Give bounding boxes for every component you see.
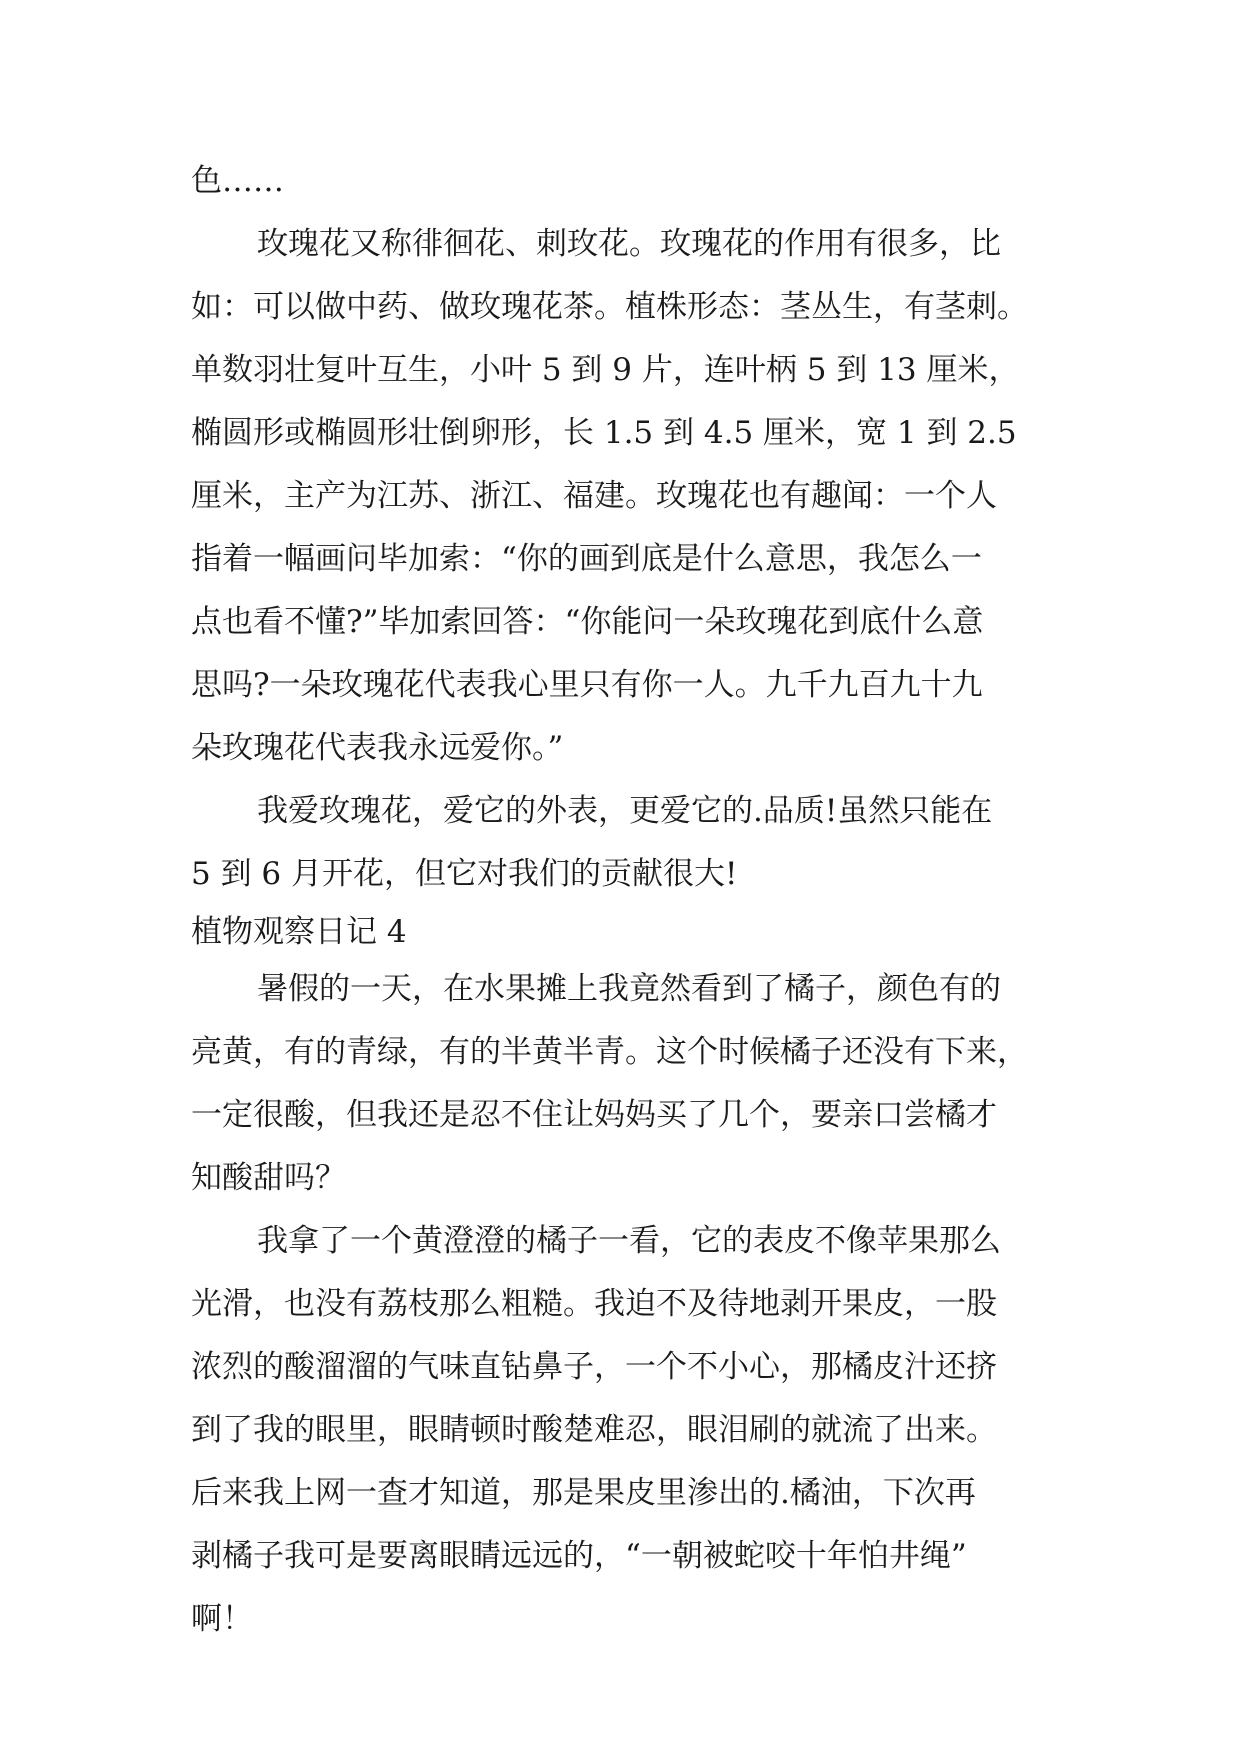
text-line: 后来我上网一查才知道，那是果皮里渗出的.橘油，下次再 — [191, 1475, 976, 1511]
text-line: 啊！ — [191, 1601, 253, 1637]
text-line: 亮黄，有的青绿，有的半黄半青。这个时候橘子还没有下来， — [191, 1034, 1028, 1070]
paragraph-start-line: 我爱玫瑰花，爱它的外表，更爱它的.品质!虽然只能在 — [257, 793, 993, 829]
text-line: 单数羽壮复叶互生，小叶 5 到 9 片，连叶柄 5 到 13 厘米， — [191, 352, 1020, 388]
text-line: 光滑，也没有荔枝那么粗糙。我迫不及待地剥开果皮，一股 — [191, 1286, 997, 1322]
text-line: 知酸甜吗？ — [191, 1160, 346, 1196]
text-line: 厘米，主产为江苏、浙江、福建。玫瑰花也有趣闻：一个人 — [191, 478, 997, 514]
text-line: 椭圆形或椭圆形壮倒卵形，长 1.5 到 4.5 厘米，宽 1 到 2.5 — [191, 415, 1017, 451]
paragraph-start-line: 玫瑰花又称徘徊花、刺玫花。玫瑰花的作用有很多，比 — [257, 226, 1001, 262]
text-line: 思吗?一朵玫瑰花代表我心里只有你一人。九千九百九十九 — [191, 667, 983, 703]
text-line: 如：可以做中药、做玫瑰花茶。植株形态：茎丛生，有茎刺。 — [191, 289, 1028, 325]
text-line: 朵玫瑰花代表我永远爱你。” — [191, 730, 564, 766]
paragraph-start-line: 我拿了一个黄澄澄的橘子一看，它的表皮不像苹果那么 — [257, 1223, 1001, 1259]
text-line: 色…… — [191, 163, 284, 199]
text-line: 到了我的眼里，眼睛顿时酸楚难忍，眼泪刷的就流了出来。 — [191, 1412, 997, 1448]
text-line: 指着一幅画问毕加索：“你的画到底是什么意思，我怎么一 — [191, 541, 982, 577]
text-line: 剥橘子我可是要离眼睛远远的，“一朝被蛇咬十年怕井绳” — [191, 1538, 967, 1574]
document-body — [191, 150, 1061, 1651]
section-title: 植物观察日记 4 — [191, 914, 407, 950]
text-line: 浓烈的酸溜溜的气味直钻鼻子，一个不小心，那橘皮汁还挤 — [191, 1349, 997, 1385]
text-line: 5 到 6 月开花，但它对我们的贡献很大! — [191, 856, 738, 892]
paragraph-start-line: 暑假的一天，在水果摊上我竟然看到了橘子，颜色有的 — [257, 971, 1001, 1007]
text-line: 点也看不懂?”毕加索回答：“你能问一朵玫瑰花到底什么意 — [191, 604, 984, 640]
text-line: 一定很酸，但我还是忍不住让妈妈买了几个，要亲口尝橘才 — [191, 1097, 997, 1133]
